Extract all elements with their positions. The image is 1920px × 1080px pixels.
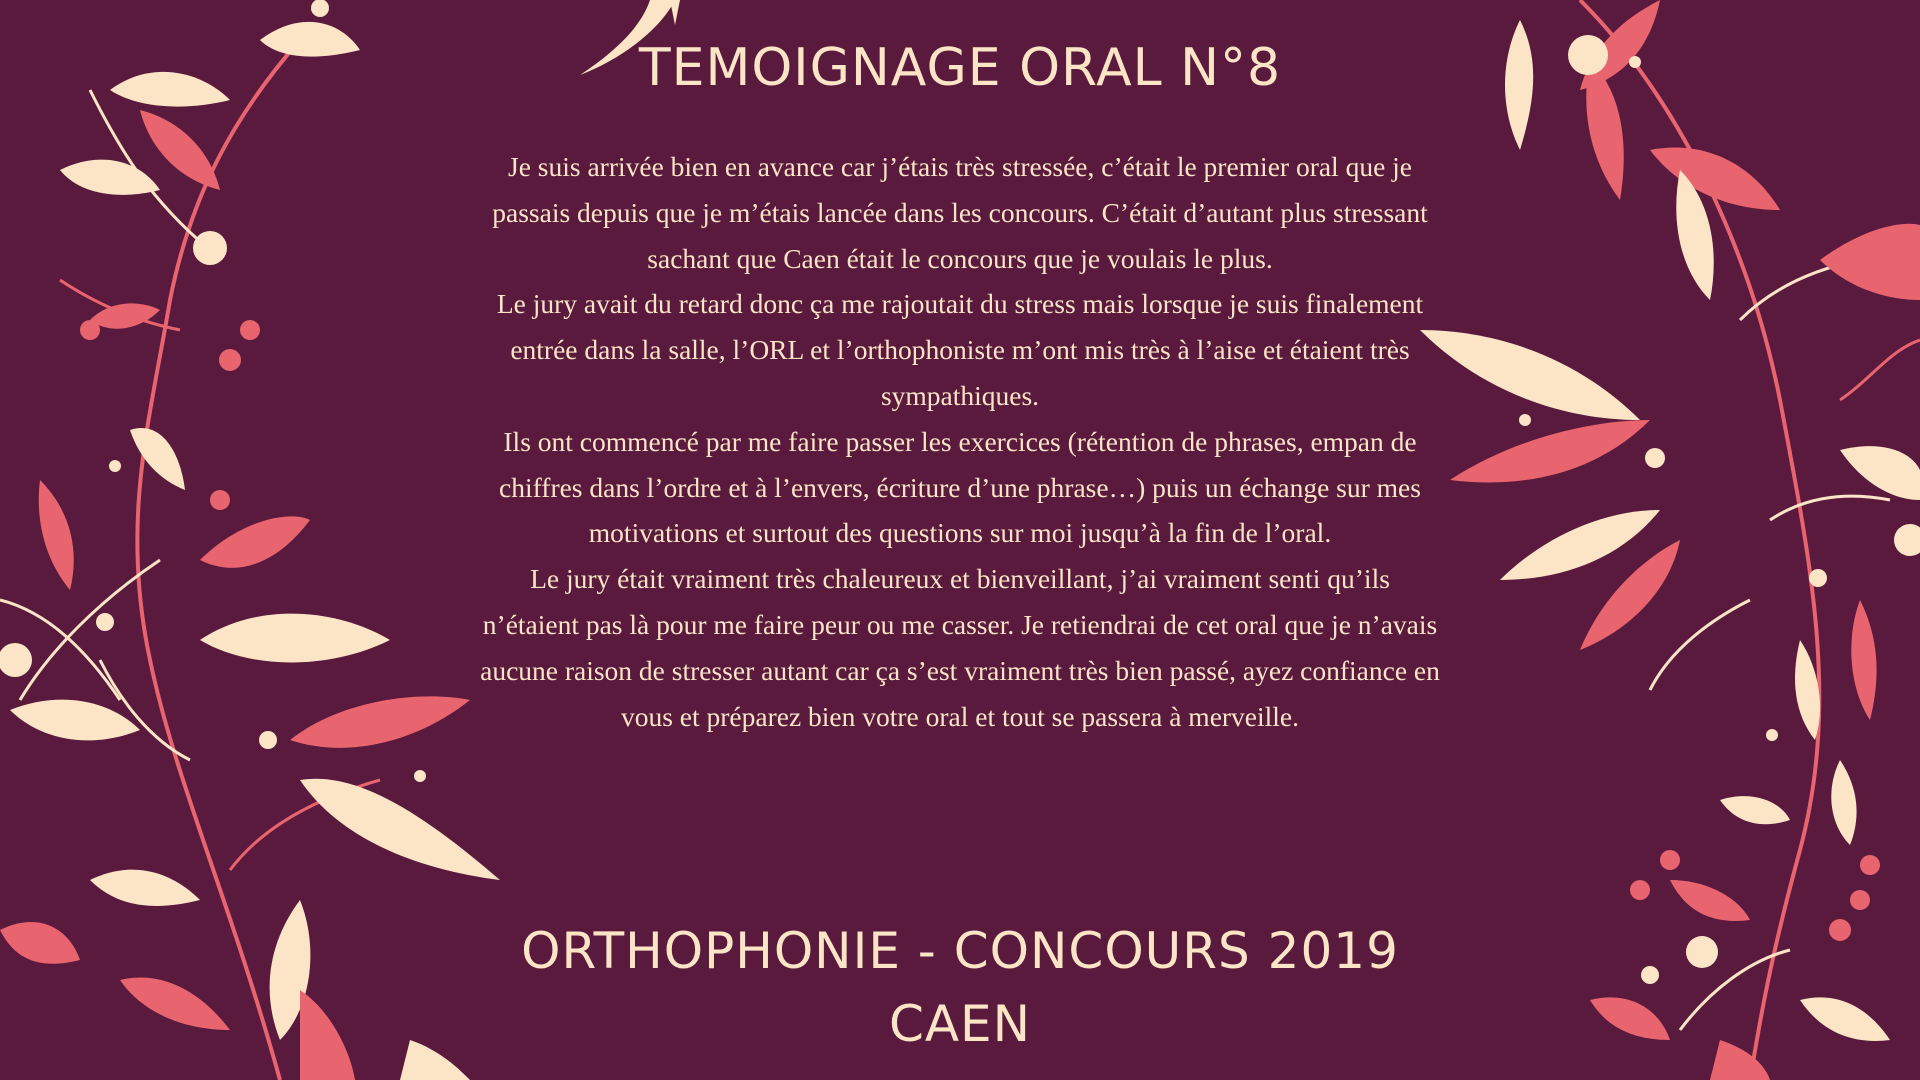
page-title: TEMOIGNAGE ORAL N°8 (638, 38, 1282, 98)
testimony-paragraph: Le jury était vraiment très chaleureux et bienveillant, j’ai vraiment senti qu’ils n’étaient pas là pour me faire peur ou me casser. Je retiendrai de cet oral que je n’avais aucune raison de stresser autant car ça s’est vraiment très bien passé, ayez confiance en vous et préparez bien votre oral et tout se passera à merveille. (480, 563, 1440, 732)
testimony-paragraph: Je suis arrivée bien en avance car j’étais très stressée, c’était le premier oral que je passais depuis que je m’étais lancée dans les concours. C’était d’autant plus stressant sachant que Caen était le concours que je voulais le plus. (492, 151, 1428, 274)
footer-subtitle: ORTHOPHONIE - CONCOURS 2019 (521, 922, 1399, 980)
testimony-text (480, 144, 1440, 739)
footer-city: CAEN (888, 995, 1032, 1053)
floral-branch-right-icon (1420, 0, 1920, 1080)
testimony-paragraph: Le jury avait du retard donc ça me rajoutait du stress mais lorsque je suis finalement entrée dans la salle, l’ORL et l’orthophoniste m’ont mis très à l’aise et étaient très sympathiques. (496, 288, 1424, 411)
testimony-content (470, 0, 1450, 1080)
testimony-paragraph: Ils ont commencé par me faire passer les exercices (rétention de phrases, empan de chiffres dans l’ordre et à l’envers, écriture d’une phrase…) puis un échange sur mes motivations et surtout des questions sur moi jusqu’à la fin de l’oral. (499, 425, 1421, 549)
floral-branch-left-icon (0, 0, 520, 1080)
